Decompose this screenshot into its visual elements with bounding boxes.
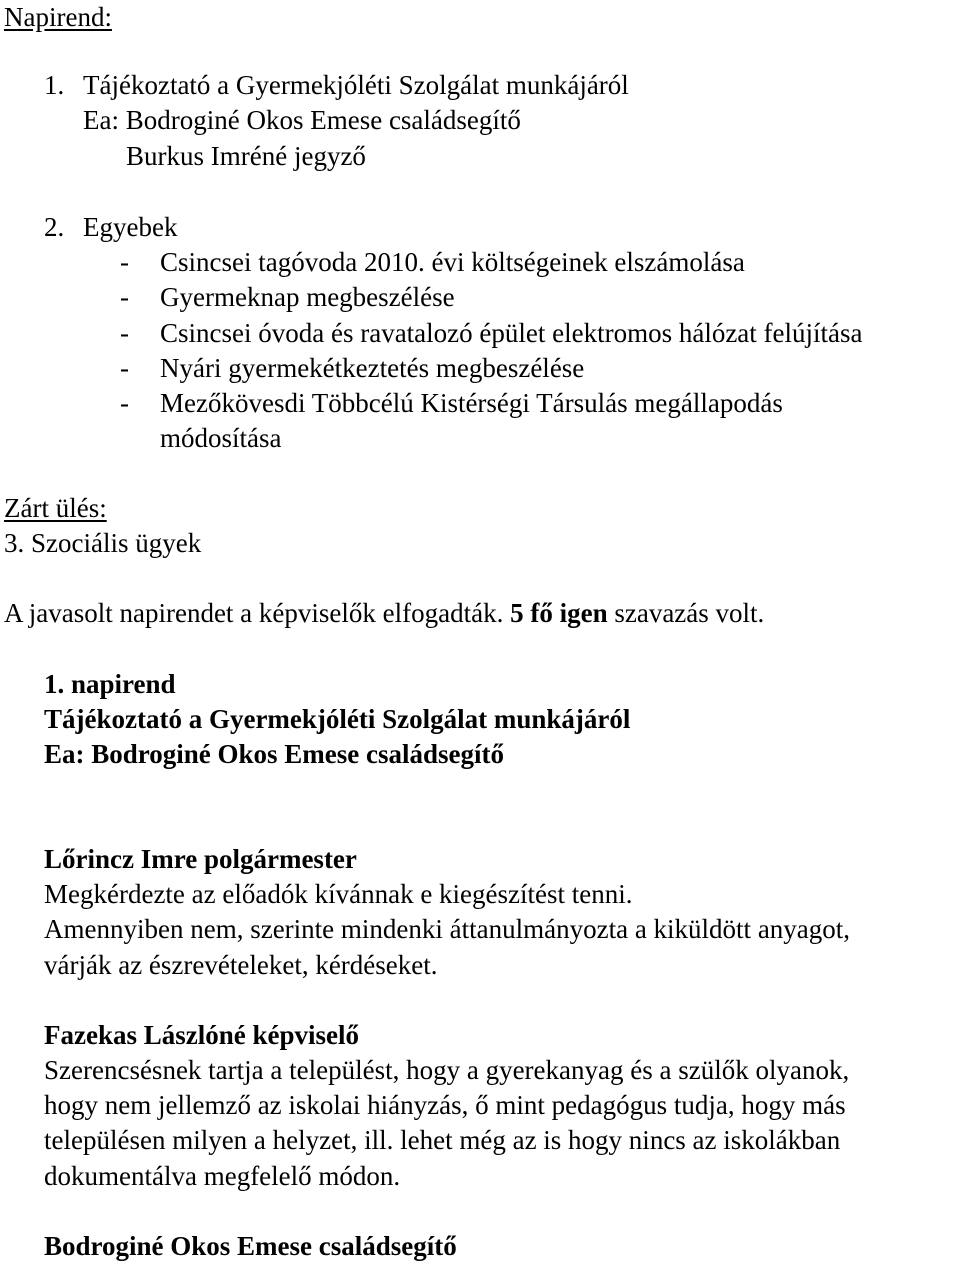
vote-result	[4, 600, 764, 627]
speech-line: Megkérdezte az előadók kívánnak e kiegészítést tenni.	[44, 879, 633, 909]
agenda-item-3: 3. Szociális ügyek	[4, 528, 202, 558]
dash-bullet: -	[120, 388, 129, 418]
section-1-presenter: Ea: Bodroginé Okos Emese családsegítő	[44, 739, 505, 769]
dash-bullet: -	[120, 282, 129, 312]
agenda-subitem: Csincsei óvoda és ravatalozó épület elektromos hálózat felújítása	[160, 318, 863, 348]
speaker-name: Bodroginé Okos Emese családsegítő	[44, 1231, 457, 1261]
section-1-title: Tájékoztató a Gyermekjóléti Szolgálat munkájáról	[44, 704, 631, 734]
agenda-item-2-number: 2.	[44, 212, 65, 242]
vote-text: A javasolt napirendet a képviselők elfogadták.	[4, 598, 504, 628]
agenda-subitem: Csincsei tagóvoda 2010. évi költségeinek elszámolása	[160, 247, 745, 277]
vote-count: 5 fő igen	[510, 598, 608, 628]
speech-line: Amennyiben nem, szerinte mindenki áttanulmányozta a kiküldött anyagot,	[44, 914, 851, 944]
agenda-item-1-presenter-2: Burkus Imréné jegyző	[126, 141, 366, 171]
agenda-subitem: Mezőkövesdi Többcélú Kistérségi Társulás megállapodás	[160, 388, 783, 418]
dash-bullet: -	[120, 353, 129, 383]
agenda-item-2-title: Egyebek	[83, 212, 178, 242]
speech-line: várják az észrevételeket, kérdéseket.	[44, 950, 438, 980]
agenda-subitem: Nyári gyermekétkeztetés megbeszélése	[160, 353, 585, 383]
speaker-name: Fazekas Lászlóné képviselő	[44, 1020, 359, 1050]
speech-line: Szerencsésnek tartja a települést, hogy a gyerekanyag és a szülők olyanok,	[44, 1055, 850, 1085]
section-1-heading: 1. napirend	[44, 669, 176, 699]
speech-line: településen milyen a helyzet, ill. lehet még az is hogy nincs az iskolákban	[44, 1125, 841, 1155]
agenda-item-1-presenter: Ea: Bodroginé Okos Emese családsegítő	[83, 105, 521, 135]
agenda-item-1-title: Tájékoztató a Gyermekjóléti Szolgálat munkájáról	[83, 70, 629, 100]
agenda-item-1-number: 1.	[44, 70, 65, 100]
speech-line: dokumentálva megfelelő módon.	[44, 1161, 401, 1191]
agenda-subitem: Gyermeknap megbeszélése	[160, 282, 455, 312]
speech-line: hogy nem jellemző az iskolai hiányzás, ő mint pedagógus tudja, hogy más	[44, 1090, 846, 1120]
vote-suffix: szavazás volt.	[614, 598, 765, 628]
dash-bullet: -	[120, 318, 129, 348]
closed-session-heading: Zárt ülés:	[4, 493, 107, 523]
dash-bullet: -	[120, 247, 129, 277]
agenda-subitem-continuation: módosítása	[160, 423, 282, 453]
speaker-name: Lőrincz Imre polgármester	[44, 844, 357, 874]
agenda-heading: Napirend:	[4, 2, 112, 32]
